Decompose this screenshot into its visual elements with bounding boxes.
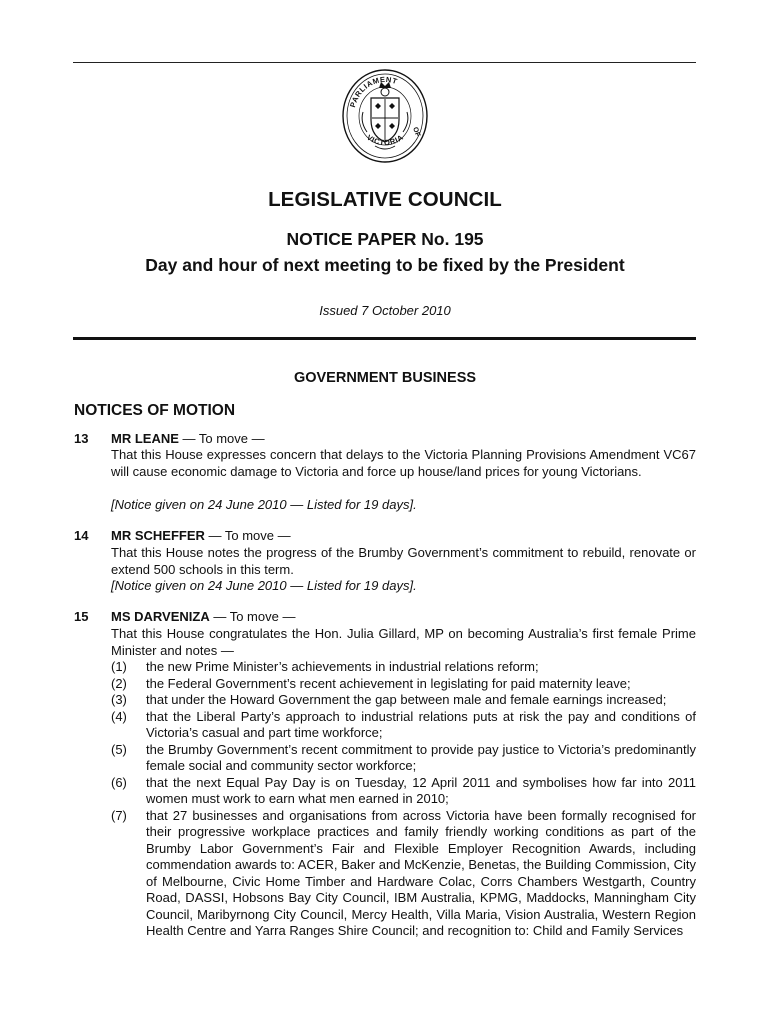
list-item-number: (4) xyxy=(111,708,127,724)
list-item-number: (2) xyxy=(111,675,127,691)
motion-text: That this House congratulates the Hon. Julia Gillard, MP on becoming Australia’s first female Prime Minister and notes — xyxy=(111,626,696,658)
list-item xyxy=(111,808,696,940)
list-item xyxy=(111,742,696,775)
list-item-number: (3) xyxy=(111,692,127,707)
list-item xyxy=(111,659,696,676)
member-name: MS DARVENIZA xyxy=(111,609,210,624)
member-name: MR SCHEFFER xyxy=(111,528,205,543)
list-item xyxy=(111,775,696,808)
motion-text: That this House notes the progress of the Brumby Government’s commitment to rebuild, renovate or extend 500 schools in this term. xyxy=(111,545,696,577)
motion-mover xyxy=(111,609,295,624)
section-subtitle: NOTICES OF MOTION xyxy=(74,402,236,419)
list-item-text: the new Prime Minister’s achievements in industrial relations reform; xyxy=(146,659,539,674)
motion-number: 15 xyxy=(74,609,89,624)
list-item-number: (7) xyxy=(111,807,127,823)
list-item-number: (5) xyxy=(111,741,127,757)
crest-text-parliament: PARLIAMENT xyxy=(348,74,399,109)
list-item-text: the Brumby Government’s recent commitment to provide pay justice to Victoria’s predominantly female social and community sector workforce; xyxy=(146,741,696,773)
motion-text: That this House expresses concern that delays to the Victoria Planning Provisions Amendment VC67 will cause economic damage to Victoria and force up house/land prices for young Victorians. xyxy=(111,447,696,479)
crest-text-of: OF xyxy=(411,126,422,138)
list-item xyxy=(111,676,696,693)
list-item-text: the Federal Government’s recent achievement in legislating for paid maternity leave; xyxy=(146,675,631,691)
to-move-text: — To move — xyxy=(178,431,265,446)
list-item xyxy=(111,709,696,742)
member-name: MR LEANE xyxy=(111,431,179,446)
motion-mover xyxy=(111,431,265,446)
list-item-number: (6) xyxy=(111,774,127,790)
list-item-text: that the next Equal Pay Day is on Tuesday, 12 April 2011 and symbolises how far into 2011 women must work to earn what men earned in 2010; xyxy=(146,774,696,806)
council-title: LEGISLATIVE COUNCIL xyxy=(268,188,502,211)
list-item-text: that 27 businesses and organisations from across Victoria have been formally recognised for their progressive workplace practices and family friendly working conditions as part of the Brumby Labor Government’s Fair and Flexible Employer Recognition Awards, including commendation awards to: ACER, Baker and McKenzie, Benetas, the Building Commission, City of Melbourne, Civic Home Timber and Hardware Colac, Corrs Chambers Westgarth, Country Road, DASSI, Hobsons Bay City Council, IBM Australia, KPMG, Maddocks, Manningham City Council, Maribyrnong City Council, Mercy Health, Villa Maria, Vision Australia, Western Region Health Centre and Yarra Ranges Shire Council; and recognition to: Child and Family Services xyxy=(146,807,696,938)
to-move-text: — To move — xyxy=(204,528,291,543)
motion-number: 13 xyxy=(74,431,89,446)
motion-mover xyxy=(111,528,291,543)
top-rule xyxy=(73,62,696,63)
list-item-text: that the Liberal Party’s approach to industrial relations puts at risk the pay and conditions of Victoria’s casual and part time workforce; xyxy=(146,708,696,740)
motion-sublist xyxy=(111,659,696,940)
list-item-number: (1) xyxy=(111,659,127,674)
issued-date: Issued 7 October 2010 xyxy=(319,303,451,318)
to-move-text: — To move — xyxy=(209,609,296,624)
crest-text-victoria: VICTORIA xyxy=(365,132,406,148)
notice-paper-number: NOTICE PAPER No. 195 xyxy=(286,229,484,249)
next-meeting-line: Day and hour of next meeting to be fixed by the President xyxy=(145,255,625,275)
parliament-crest-icon xyxy=(341,68,429,164)
motion-number: 14 xyxy=(74,528,89,543)
motion-note: [Notice given on 24 June 2010 — Listed for 19 days]. xyxy=(111,497,417,512)
header-divider xyxy=(73,337,696,340)
svg-text:PARLIAMENT xyxy=(348,75,399,109)
list-item xyxy=(111,692,696,709)
section-title: GOVERNMENT BUSINESS xyxy=(293,370,477,386)
motion-note: [Notice given on 24 June 2010 — Listed for 19 days]. xyxy=(111,578,417,593)
list-item-text: that under the Howard Government the gap between male and female earnings increased; xyxy=(146,692,667,707)
